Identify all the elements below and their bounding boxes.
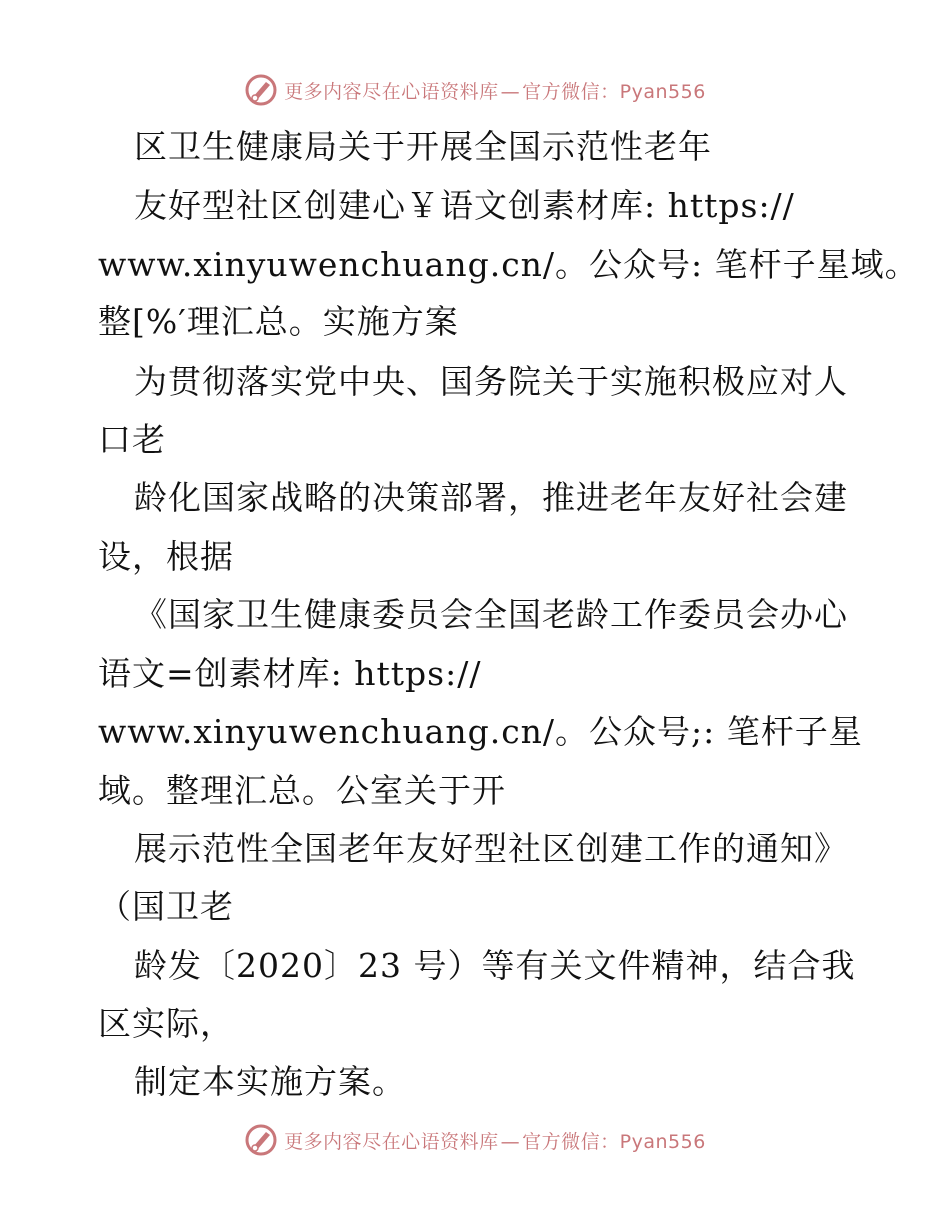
text-line: www.xinyuwenchuang.cn/。公众号: 笔杆子星域。 <box>98 245 919 284</box>
banner-text <box>284 77 706 104</box>
banner-title: 更多内容尽在心语资料库 <box>284 80 499 103</box>
banner-official: 官方微信：Pyan556 <box>522 80 706 103</box>
text-line: 友好型社区创建心￥语文创素材库: https:// <box>134 186 795 225</box>
text-line: 龄发〔2020〕23 号）等有关文件精神，结合我 <box>134 946 856 985</box>
text-line: 制定本实施方案。 <box>134 1062 406 1101</box>
brush-logo-icon <box>244 73 278 107</box>
text-line: （国卫老 <box>98 887 234 926</box>
footer-banner <box>0 1120 950 1160</box>
text-line: 《国家卫生健康委员会全国老龄工作委员会办心 <box>134 595 848 634</box>
banner-text <box>284 1127 706 1154</box>
text-line: 龄化国家战略的决策部署，推进老年友好社会建 <box>134 478 848 517</box>
text-line: 整[%′理汇总。实施方案 <box>98 302 459 341</box>
text-line: 区实际， <box>98 1004 234 1043</box>
text-line: 展示范性全国老年友好型社区创建工作的通知》 <box>134 829 848 868</box>
text-line: 为贯彻落实党中央、国务院关于实施积极应对人 <box>134 362 848 401</box>
banner-official: 官方微信：Pyan556 <box>522 1130 706 1153</box>
text-line: 语文=创素材库: https:// <box>98 654 482 693</box>
text-line: www.xinyuwenchuang.cn/。公众号;: 笔杆子星 <box>98 712 863 751</box>
brush-logo-icon <box>244 1123 278 1157</box>
text-line: 口老 <box>98 420 166 459</box>
banner-title: 更多内容尽在心语资料库 <box>284 1130 499 1153</box>
text-line: 区卫生健康局关于开展全国示范性老年 <box>134 127 712 166</box>
banner-dash: — <box>500 80 521 103</box>
banner-dash: — <box>500 1130 521 1153</box>
header-banner <box>0 70 950 110</box>
text-line: 域。整理汇总。公室关于开 <box>98 771 506 810</box>
text-line: 设，根据 <box>98 537 234 576</box>
